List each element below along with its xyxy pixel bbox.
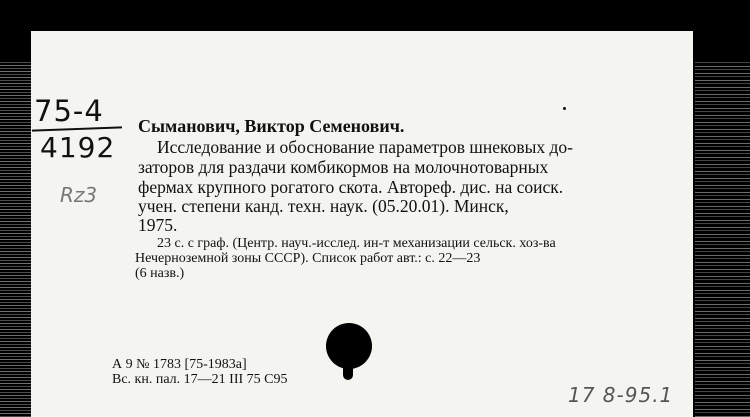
title-line-2: заторов для раздачи комбикормов на молочнотоварных: [138, 157, 549, 177]
details-line-1: 23 с. с граф. (Центр. науч.-исслед. ин-т механизации сельск. хоз-ва: [157, 236, 556, 251]
footer-line-1: А 9 № 1783 [75-1983а]: [112, 357, 247, 372]
left-scan-edge: [0, 60, 32, 417]
title-line-1: Исследование и обоснование параметров шнековых до-: [157, 137, 573, 157]
handwritten-shelf-number: 75-4: [34, 94, 104, 128]
handwritten-corner-note: 17 8-95.1: [568, 383, 674, 407]
details-line-2: Нечерноземной зоны СССР). Список работ авт.: с. 22—23: [135, 251, 481, 266]
title-line-3: фермах крупного рогатого скота. Автореф. дис. на соиск.: [138, 177, 564, 197]
author-name: Сыманович, Виктор Семенович.: [138, 116, 405, 136]
details-line-3: (6 назв.): [135, 266, 185, 281]
title-line-5: 1975.: [138, 215, 178, 235]
punch-hole-tail: [343, 364, 353, 380]
right-scan-edge: [695, 60, 750, 417]
handwritten-call-number: 4192: [40, 131, 116, 164]
handwritten-mark: Rz3: [60, 183, 98, 207]
footer-line-2: Вс. кн. пал. 17—21 III 75 С95: [112, 372, 288, 387]
title-line-4: учен. степени канд. техн. наук. (05.20.01). Минск,: [138, 196, 509, 216]
punch-hole: [326, 323, 372, 369]
scan-speck: [563, 107, 566, 110]
